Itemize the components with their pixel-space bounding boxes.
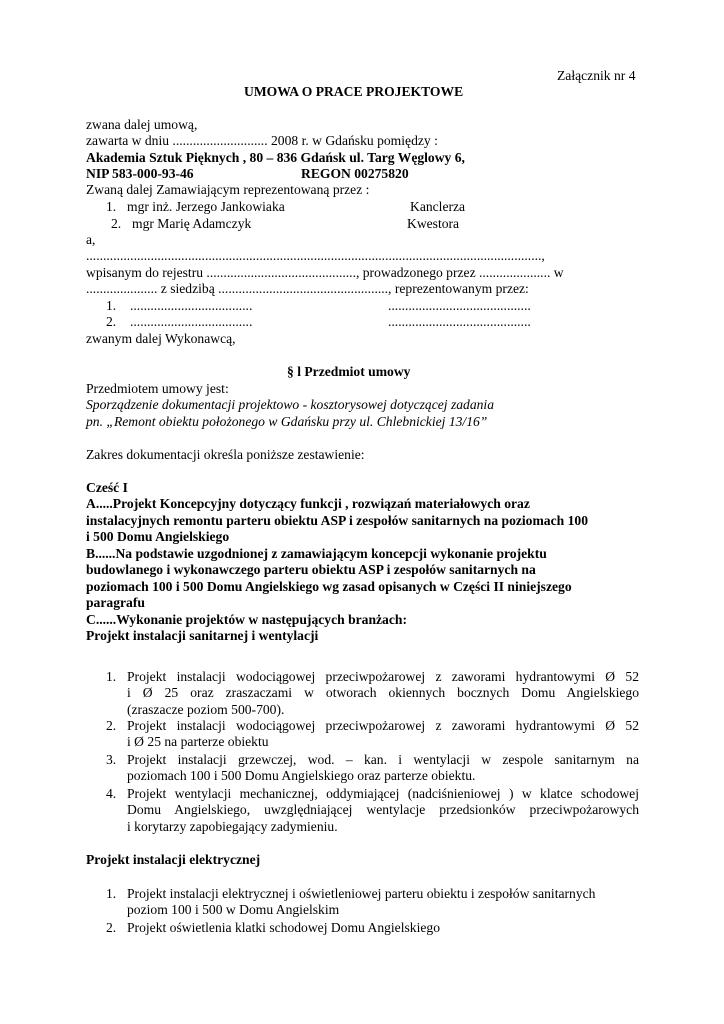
document-title: UMOWA O PRACE PROJEKTOWE bbox=[244, 84, 464, 99]
electrical-item-1 bbox=[127, 886, 595, 919]
sanitary-item-3-line-2: poziomach 100 i 500 Domu Angielskiego oraz parterze obiektu. bbox=[127, 768, 476, 784]
sanitary-item-4-line-1: Projekt wentylacji mechanicznej, oddymiającej (nadciśnieniowej ) w klatce schodowej bbox=[127, 786, 639, 801]
contractor-rep-1-name: .................................... bbox=[130, 298, 253, 313]
sanitary-item-2-line-1: Projekt instalacji wodociągowej przeciwpożarowej z zaworami hydrantowymi Ø 52 bbox=[127, 718, 639, 733]
sanitary-item-2-number: 2. bbox=[106, 718, 117, 733]
subject-line-1: Sporządzenie dokumentacji projektowo - kosztorysowej dotyczącej zadania bbox=[86, 397, 494, 412]
sanitary-item-4-line-3: i korytarzy zapobiegający zadymieniu. bbox=[127, 818, 338, 834]
part-1-item-b-line-1: B......Na podstawie uzgodnionej z zamawiającym koncepcji wykonanie projektu bbox=[86, 546, 547, 561]
rep-1-number: 1. bbox=[106, 199, 117, 214]
rep-1-name: mgr inż. Jerzego Jankowiaka bbox=[127, 199, 285, 214]
electrical-item-2-number: 2. bbox=[106, 920, 117, 935]
sanitary-item-2-line-2: i Ø 25 na parterze obiektu bbox=[127, 734, 269, 750]
part-1-item-c: C......Wykonanie projektów w następujących branżach: bbox=[86, 612, 407, 627]
rep-2-role: Kwestora bbox=[407, 216, 460, 231]
attachment-label: Załącznik nr 4 bbox=[557, 68, 636, 83]
electrical-item-1-line-2: poziom 100 i 500 w Domu Angielskim bbox=[127, 902, 340, 918]
sanitary-heading: Projekt instalacji sanitarnej i wentylacji bbox=[86, 628, 319, 643]
sanitary-item-4 bbox=[127, 786, 639, 835]
sanitary-item-1-line-2: i Ø 25 oraz zraszaczami w otworach okiennych bocznych Domu Angielskiego bbox=[127, 685, 639, 701]
intro-line-2: zawarta w dniu ............................ 2008 r. w Gdańsku pomiędzy : bbox=[86, 133, 438, 148]
contractor-blank-line: ......................................................................................................................................, bbox=[86, 248, 545, 263]
rep-2-name: mgr Marię Adamczyk bbox=[132, 216, 252, 231]
sanitary-item-3 bbox=[127, 752, 639, 785]
subject-intro: Przedmiotem umowy jest: bbox=[86, 381, 229, 396]
electrical-heading: Projekt instalacji elektrycznej bbox=[86, 852, 261, 867]
contractor-rep-2-name: .................................... bbox=[130, 314, 253, 329]
electrical-item-1-number: 1. bbox=[106, 886, 117, 901]
subject-line-2: pn. „Remont obiektu położonego w Gdańsku przy ul. Chlebnickiej 13/16” bbox=[86, 414, 488, 429]
section-1-heading: § l Przedmiot umowy bbox=[287, 364, 411, 379]
sanitary-item-3-line-1: Projekt instalacji grzewczej, wod. – kan. i wentylacji w zespole sanitarnym na bbox=[127, 752, 639, 767]
contractor-rep-1-number: 1. bbox=[106, 298, 117, 313]
intro-line-5: Zwaną dalej Zamawiającym reprezentowaną przez : bbox=[86, 182, 370, 197]
sanitary-item-2 bbox=[127, 718, 639, 751]
client-nip: NIP 583-000-93-46 bbox=[86, 166, 194, 181]
part-1-item-b-line-2: budowlanego i wykonawczego parteru obiektu ASP i zespołów sanitarnych na bbox=[86, 562, 536, 577]
intro-line-12: zwanym dalej Wykonawcą, bbox=[86, 331, 236, 346]
rep-2-number: 2. bbox=[111, 216, 122, 231]
contractor-rep-2-role: .......................................... bbox=[388, 314, 531, 329]
intro-a: a, bbox=[86, 232, 96, 247]
sanitary-item-4-number: 4. bbox=[106, 786, 117, 801]
scope-intro: Zakres dokumentacji określa poniższe zestawienie: bbox=[86, 447, 365, 462]
contractor-rep-2-number: 2. bbox=[106, 314, 117, 329]
part-1-item-a-line-2: instalacyjnych remontu parteru obiektu ASP i zespołów sanitarnych na poziomach 100 bbox=[86, 513, 588, 528]
sanitary-item-1-line-3: (zraszacze poziom 500-700). bbox=[127, 701, 285, 717]
sanitary-item-3-number: 3. bbox=[106, 752, 117, 767]
sanitary-item-1-line-1: Projekt instalacji wodociągowej przeciwpożarowej z zaworami hydrantowymi Ø 52 bbox=[127, 669, 639, 684]
electrical-item-2: Projekt oświetlenia klatki schodowej Domu Angielskiego bbox=[127, 920, 440, 935]
intro-line-8: wpisanym do rejestru ............................................, prowadzonego przez ..................... w bbox=[86, 265, 564, 280]
part-1-heading: Cześć I bbox=[86, 480, 128, 495]
part-1-item-a-line-3: i 500 Domu Angielskiego bbox=[86, 529, 230, 544]
part-1-item-b-line-3: poziomach 100 i 500 Domu Angielskiego wg zasad opisanych w Części II niniejszego bbox=[86, 579, 572, 594]
rep-1-role: Kanclerza bbox=[410, 199, 466, 214]
intro-line-9: ..................... z siedzibą .................................................., reprezentowanym przez: bbox=[86, 281, 529, 296]
client-name: Akademia Sztuk Pięknych , 80 – 836 Gdańsk ul. Targ Węglowy 6, bbox=[86, 150, 465, 165]
part-1-item-a-line-1: A.....Projekt Koncepcyjny dotyczący funkcji , rozwiązań materiałowych oraz bbox=[86, 496, 530, 511]
sanitary-item-1-number: 1. bbox=[106, 669, 117, 684]
client-regon: REGON 00275820 bbox=[301, 166, 409, 181]
part-1-item-b-line-4: paragrafu bbox=[86, 595, 145, 610]
sanitary-item-4-line-2: Domu Angielskiego, uwzględniającej wentylacje przedsionków przeciwpożarowych bbox=[127, 802, 639, 818]
sanitary-item-1 bbox=[127, 669, 639, 718]
electrical-item-1-line-1: Projekt instalacji elektrycznej i oświetleniowej parteru obiektu i zespołów sanitarnych bbox=[127, 886, 596, 901]
intro-line-1: zwana dalej umową, bbox=[86, 117, 198, 132]
contractor-rep-1-role: .......................................... bbox=[388, 298, 531, 313]
